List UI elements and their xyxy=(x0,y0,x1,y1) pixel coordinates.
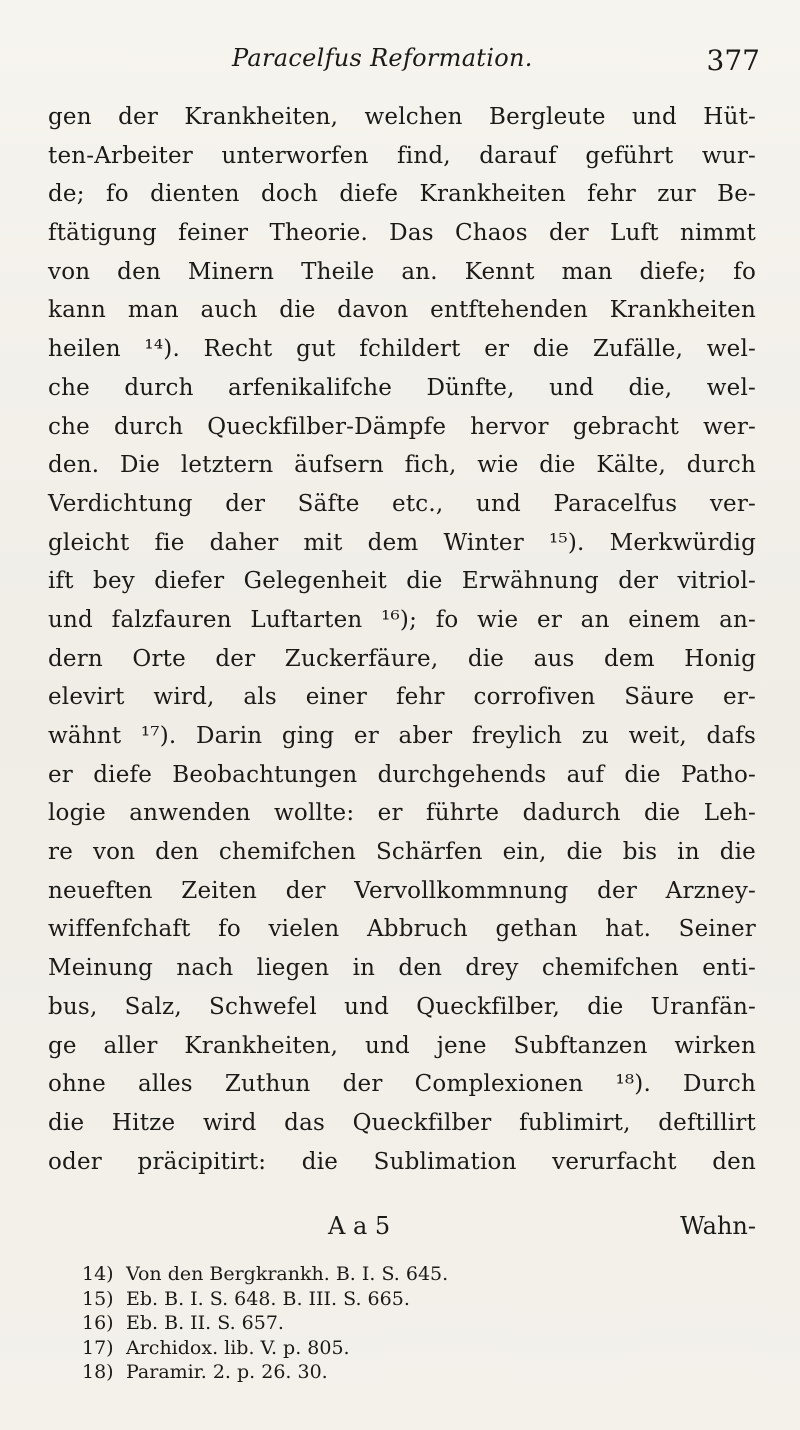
text-line: gleicht fie daher mit dem Winter ¹⁵). Merkwürdig xyxy=(48,529,756,556)
running-title: Paracelfus Reformation. xyxy=(232,44,533,72)
text-line: kann man auch die davon entftehenden Krankheiten xyxy=(48,297,756,324)
footnote-number: 18) xyxy=(82,1361,114,1384)
footnote xyxy=(82,1287,642,1312)
footnote-text: Von den Bergkrankh. B. I. S. 645. xyxy=(126,1263,449,1285)
text-line: che durch Queckfilber-Dämpfe hervor gebracht wer- xyxy=(48,413,756,440)
text-line: ten-Arbeiter unterworfen find, darauf geführt wur- xyxy=(48,142,756,169)
text-line: logie anwenden wollte: er führte dadurch die Leh- xyxy=(48,800,756,827)
catch-line xyxy=(48,1207,756,1245)
footnote-text: Eb. B. II. S. 657. xyxy=(126,1312,284,1335)
footnote-number: 16) xyxy=(82,1312,114,1335)
body-text xyxy=(48,98,756,1181)
text-line: heilen ¹⁴). Recht gut fchildert er die Zufälle, wel- xyxy=(48,336,756,363)
footnote xyxy=(82,1311,642,1336)
text-line: Verdichtung der Säfte etc., und Paracelfus ver- xyxy=(48,490,756,517)
text-line: ohne alles Zuthun der Complexionen ¹⁸). Durch xyxy=(48,1071,756,1098)
text-line: wiffenfchaft fo vielen Abbruch gethan hat. Seiner xyxy=(48,916,756,943)
text-line: bus, Salz, Schwefel und Queckfilber, die Uranfän- xyxy=(48,993,756,1020)
footnote xyxy=(82,1360,642,1385)
text-line: wähnt ¹⁷). Darin ging er aber freylich zu weit, dafs xyxy=(48,723,756,749)
footnote-text: Eb. B. I. S. 648. B. III. S. 665. xyxy=(126,1287,410,1310)
text-line: und falzfauren Luftarten ¹⁶); fo wie er an einem an- xyxy=(48,606,756,633)
page-number: 377 xyxy=(706,44,760,77)
text-line: che durch arfenikalifche Dünfte, und die, wel- xyxy=(48,374,756,401)
text-line: er diefe Beobachtungen durchgehends auf die Patho- xyxy=(48,761,756,788)
footnote-number: 15) xyxy=(82,1287,114,1310)
text-line: neueften Zeiten der Vervollkommnung der Arzney- xyxy=(48,877,756,904)
footnotes xyxy=(82,1262,642,1385)
text-line: ge aller Krankheiten, und jene Subftanzen wirken xyxy=(48,1032,756,1059)
footnote-text: Paramir. 2. p. 26. 30. xyxy=(126,1361,328,1384)
footnote xyxy=(82,1262,642,1287)
text-line: oder präcipitirt: die Sublimation verurfacht den xyxy=(48,1148,756,1175)
text-line: de; fo dienten doch diefe Krankheiten fehr zur Be- xyxy=(48,181,756,208)
text-line: den. Die letztern äufsern fich, wie die Kälte, durch xyxy=(48,452,756,479)
signature-mark: A a 5 xyxy=(328,1212,391,1240)
text-line: re von den chemifchen Schärfen ein, die bis in die xyxy=(48,839,756,866)
text-line: die Hitze wird das Queckfilber fublimirt, deftillirt xyxy=(48,1109,756,1136)
text-line: dern Orte der Zuckerfäure, die aus dem Honig xyxy=(48,645,756,672)
text-line: ftätigung feiner Theorie. Das Chaos der Luft nimmt xyxy=(48,220,756,247)
text-line: von den Minern Theile an. Kennt man diefe; fo xyxy=(48,258,756,285)
footnote-number: 17) xyxy=(82,1336,114,1359)
text-line: ift bey diefer Gelegenheit die Erwähnung der vitriol- xyxy=(48,568,756,595)
running-head xyxy=(54,44,760,84)
catchword: Wahn- xyxy=(680,1212,756,1240)
footnote-text: Archidox. lib. V. p. 805. xyxy=(126,1336,350,1359)
footnote xyxy=(82,1336,642,1361)
footnote-number: 14) xyxy=(82,1263,114,1285)
text-line: Meinung nach liegen in den drey chemifchen enti- xyxy=(48,955,756,982)
text-line: gen der Krankheiten, welchen Bergleute und Hüt- xyxy=(48,104,756,130)
text-line: elevirt wird, als einer fehr corrofiven Säure er- xyxy=(48,684,756,711)
